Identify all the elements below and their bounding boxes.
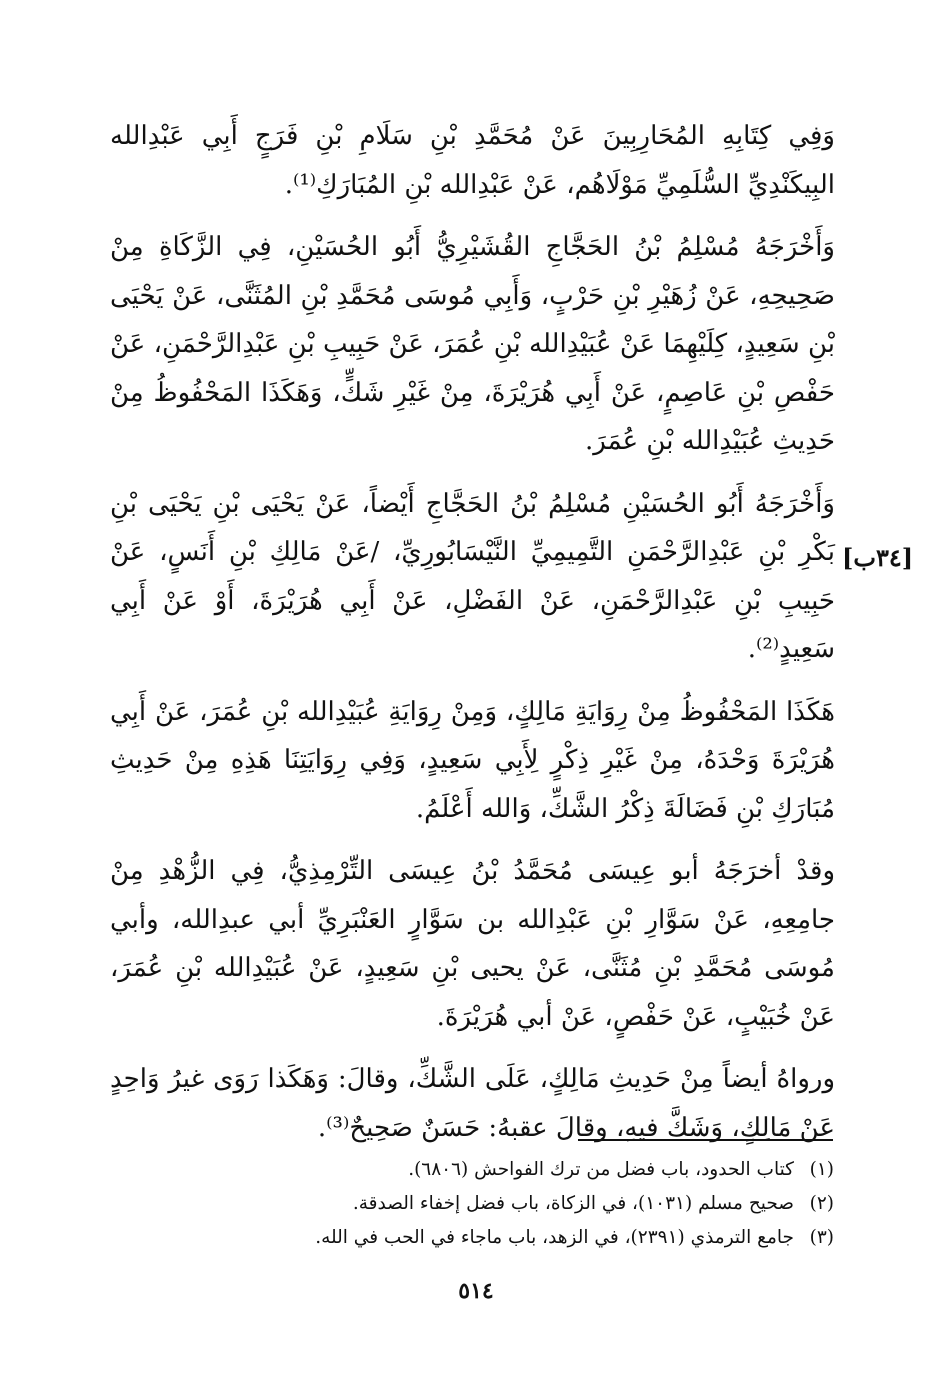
footnote-number: (٣) [809, 1227, 834, 1248]
footnote-number: (١) [809, 1159, 834, 1180]
footnote-text: كتاب الحدود، باب فضل من ترك الفواحش (٦٨٠٦). [408, 1159, 794, 1180]
main-text [110, 112, 835, 1152]
footnote-separator [578, 1139, 833, 1141]
manuscript-folio-marker: [٣٤ب] [842, 543, 914, 572]
footnote-3 [200, 1221, 834, 1255]
footnote-text: صحيح مسلم (١٠٣١)، في الزكاة، باب فضل إخفاء الصدقة. [352, 1193, 794, 1214]
paragraph-2: وَأَخْرَجَهُ مُسْلِمُ بْنُ الحَجَّاجِ القُشَيْرِيُّ أَبُو الحُسَيْنِ، فِي الزَّكَاةِ مِنْ صَحِيحِهِ، عَنْ زُهَيْرِ بْنِ حَرْبٍ، وَأَبِي مُوسَى مُحَمَّدِ بْنِ المُثَنَّى، عَنْ يَحْيَى بْنِ سَعِيدٍ، كِلَيْهِمَا عَنْ عُبَيْدِالله بْنِ عُمَرَ، عَنْ حَبِيبِ بْنِ عَبْدِالرَّحْمَنِ، عَنْ حَفْصِ بْنِ عَاصِمٍ، عَنْ أَبِي هُرَيْرَةَ، مِنْ غَيْرِ شَكٍّ، وَهَكَذَا المَحْفُوظُ مِنْ حَدِيثِ عُبَيْدِالله بْنِ عُمَرَ. [110, 232, 835, 456]
footnote-2 [200, 1187, 834, 1221]
paragraph-4: هَكَذَا المَحْفُوظُ مِنْ رِوَايَةِ مَالِكٍ، وَمِنْ رِوَايَةِ عُبَيْدِالله بْنِ عُمَرَ، عَنْ أَبِي هُرَيْرَةَ وَحْدَهُ، مِنْ غَيْرِ ذِكْرٍ لِأَبِي سَعِيدٍ، وَفِي رِوَايَتِنَا هَذِهِ مِنْ حَدِيثِ مُبَارَكِ بْنِ فَضَالَةَ ذِكْرُ الشَّكِّ، وَالله أَعْلَمُ. [110, 696, 835, 824]
page-number: ٥١٤ [458, 1278, 494, 1304]
footnotes [200, 1153, 834, 1255]
paragraph-5: وقدْ أخرَجَهُ أبو عِيسَى مُحَمَّدُ بْنُ عِيسَى التِّرْمِذِيُّ، فِي الزُّهْدِ مِنْ جامِعِهِ، عَنْ سَوَّارِ بْنِ عَبْدِالله بن سَوَّارٍ العَنْبَرِيِّ أبي عبدِالله، وأبي مُوسَى مُحَمَّدِ بْنِ مُثَنَّى، عَنْ يحيى بْنِ سَعِيدٍ، عَنْ عُبَيْدِالله بْنِ عُمَرَ، عَنْ خُبَيْبٍ، عَنْ حَفْصٍ، عَنْ أبي هُرَيْرَةَ. [110, 856, 835, 1032]
paragraph-1: وَفِي كِتَابِهِ المُحَارِبِينَ عَنْ مُحَمَّدِ بْنِ سَلَامِ بْنِ فَرَجٍ أَبِي عَبْدِالله البِيكَنْدِيِّ السُّلَمِيِّ مَوْلَاهُم، عَنْ عَبْدِالله بْنِ المُبَارَكِ⁽¹⁾. [110, 121, 835, 200]
paragraph-6: ورواهُ أيضاً مِنْ حَدِيثِ مَالِكٍ، عَلَى الشَّكِّ، وقالَ: وَهَكَذا رَوَى غيرُ وَاحِدٍ عَنْ مَالِكٍ، وَشَكَّ فيهِ، وقالَ عقبهُ: حَسَنٌ صَحِيحٌ⁽³⁾. [110, 1064, 835, 1143]
footnote-text: جامع الترمذي (٢٣٩١)، في الزهد، باب ماجاء في الحب في الله. [315, 1227, 794, 1248]
footnote-number: (٢) [809, 1193, 834, 1214]
footnote-1 [200, 1153, 834, 1187]
paragraph-3: وَأَخْرَجَهُ أَبُو الحُسَيْنِ مُسْلِمُ بْنُ الحَجَّاجِ أَيْضاً، عَنْ يَحْيَى بْنِ يَحْيَى بْنِ بَكْرِ بْنِ عَبْدِالرَّحْمَنِ التَّمِيمِيِّ النَّيْسَابُورِيِّ، /عَنْ مَالِكِ بْنِ أَنَسٍ، عَنْ حَبِيبِ بْنِ عَبْدِالرَّحْمَنِ، عَنْ الفَضْلِ، عَنْ أَبِي هُرَيْرَةَ، أَوْ عَنْ أَبِي سَعِيدٍ⁽²⁾. [110, 488, 835, 664]
